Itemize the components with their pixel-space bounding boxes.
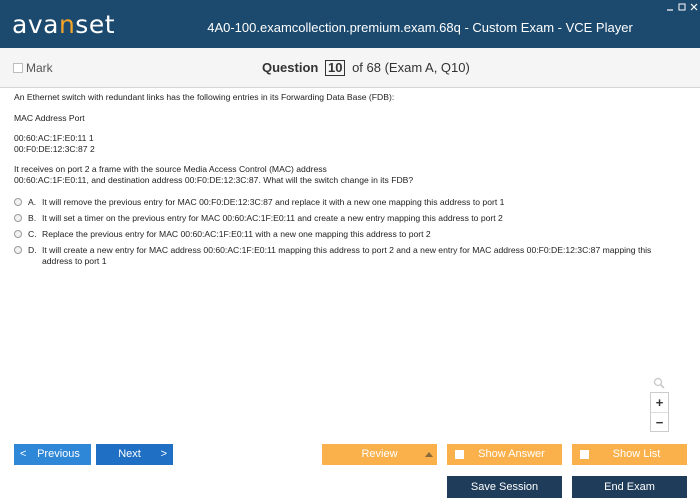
chevron-left-icon: < xyxy=(20,448,27,460)
question-intro: An Ethernet switch with redundant links has the following entries in its Forwarding Data Base (FDB): xyxy=(14,92,395,102)
maximize-icon[interactable] xyxy=(676,2,688,12)
radio-button[interactable] xyxy=(14,198,22,206)
save-session-button[interactable]: Save Session xyxy=(447,476,562,498)
show-list-button[interactable] xyxy=(572,444,687,465)
question-body xyxy=(14,92,684,186)
next-label: Next xyxy=(118,448,141,460)
option-text: Replace the previous entry for MAC 00:60:AC:1F:E0:11 with a new one mapping this address to port 2 xyxy=(42,229,431,239)
mark-checkbox[interactable] xyxy=(13,63,23,73)
radio-button[interactable] xyxy=(14,246,22,254)
app-logo xyxy=(12,10,115,39)
option-letter: D. xyxy=(28,245,37,255)
fdb-row: 00:F0:DE:12:3C:87 2 xyxy=(14,143,95,154)
title-bar xyxy=(0,0,700,48)
zoom-controls xyxy=(650,392,669,432)
show-list-label: Show List xyxy=(612,448,661,460)
logo-text-accent: n xyxy=(58,10,76,39)
footer-bar xyxy=(0,472,700,500)
radio-button[interactable] xyxy=(14,214,22,222)
show-answer-checkbox[interactable] xyxy=(455,450,464,459)
logo-text-start: ava xyxy=(12,10,59,39)
fdb-row: 00:60:AC:1F:E0:11 1 xyxy=(14,133,94,144)
previous-button[interactable] xyxy=(14,444,91,465)
question-of-text: of 68 (Exam A, Q10) xyxy=(352,60,470,75)
option-letter: B. xyxy=(28,213,37,223)
radio-button[interactable] xyxy=(14,230,22,238)
show-answer-button[interactable] xyxy=(447,444,562,465)
navigation-bar xyxy=(0,440,700,470)
minimize-icon[interactable] xyxy=(664,2,676,12)
review-button[interactable] xyxy=(322,444,437,465)
question-prompt-line: It receives on port 2 a frame with the source Media Access Control (MAC) address xyxy=(14,164,327,175)
magnifier-icon xyxy=(653,376,665,388)
mark-label[interactable]: Mark xyxy=(26,61,53,75)
show-answer-label: Show Answer xyxy=(478,448,545,460)
option-letter: A. xyxy=(28,197,37,207)
zoom-in-button[interactable]: + xyxy=(655,395,664,410)
close-icon[interactable] xyxy=(688,2,700,12)
option-text: It will remove the previous entry for MAC 00:F0:DE:12:3C:87 and replace it with a new one mapping this address to port 1 xyxy=(42,197,505,207)
end-exam-button[interactable]: End Exam xyxy=(572,476,687,498)
review-label: Review xyxy=(361,448,398,460)
question-prompt-line: 00:60:AC:1F:E0:11, and destination address 00:F0:DE:12:3C:87. What will the switch change in its FDB? xyxy=(14,174,414,185)
question-number-box[interactable]: 10 xyxy=(325,60,345,76)
fdb-table-header: MAC Address Port xyxy=(14,112,85,123)
previous-label: Previous xyxy=(37,448,80,460)
logo-text-end: set xyxy=(75,10,116,39)
question-counter xyxy=(262,60,470,76)
option-text: It will set a timer on the previous entry for MAC 00:60:AC:1F:E0:11 and create a new entry mapping this address to port 2 xyxy=(42,213,503,223)
option-letter: C. xyxy=(28,229,37,239)
triangle-up-icon xyxy=(425,452,433,457)
window-title: 4A0-100.examcollection.premium.exam.68q - Custom Exam - VCE Player xyxy=(207,20,633,35)
zoom-out-button[interactable]: − xyxy=(651,412,668,431)
show-list-checkbox[interactable] xyxy=(580,450,589,459)
chevron-right-icon: > xyxy=(160,448,167,460)
option-text: It will create a new entry for MAC address 00:60:AC:1F:E0:11 mapping this address to port 2 and a new entry for MAC address 00:F0:DE:12:3C:87 mapping this address to port 1 xyxy=(42,245,652,266)
next-button[interactable] xyxy=(96,444,173,465)
question-label: Question xyxy=(262,60,319,75)
